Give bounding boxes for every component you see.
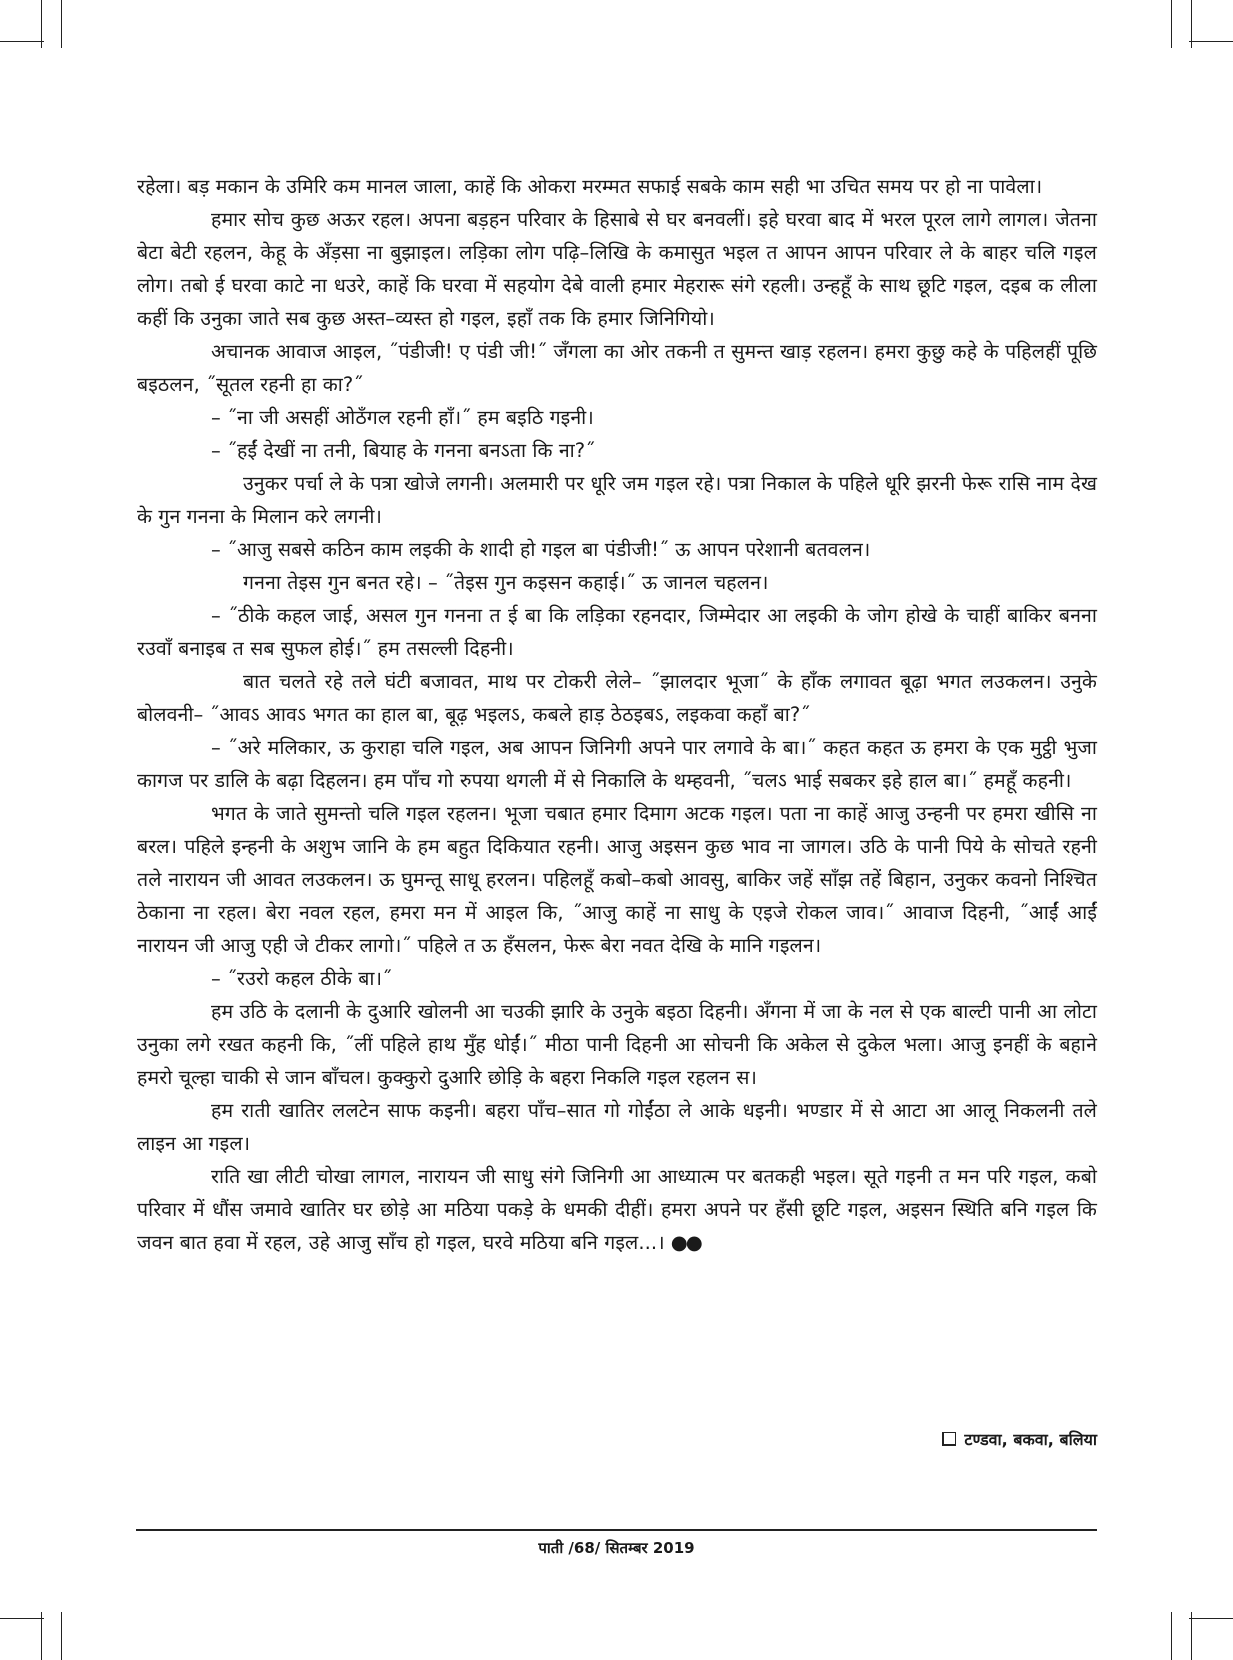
paragraph: हमार सोच कुछ अऊर रहल। अपना बड़हन परिवार के हिसाबे से घर बनवलीं। इहे घरवा बाद में भरल पूरल लागे लागल। जेतना बेटा बेटी रहलन, केहू के अँड़सा ना बुझाइल। लड़िका लोग पढ़ि–लिखि के कमासुत भइल त आपन आपन परिवार ले के बाहर चलि गइल लोग। तबो ई घरवा काटे ना धउरे, काहें कि घरवा में सहयोग देबे वाली हमार मेहरारू संगे रहली। उन्हहूँ के साथ छूटि गइल, दइब क लीला कहीं कि उनुका जाते सब कुछ अस्त–व्यस्त हो गइल, इहाँ तक कि हमार जिनिगियो। <box>137 208 1097 330</box>
dialog-line: – ˝अरे मलिकार, ऊ कुराहा चलि गइल, अब आपन जिनिगी अपने पार लगावे के बा।˝ कहत कहत ऊ हमरा के एक मुट्ठी भुजा कागज पर डालि के बढ़ा दिहलन। हम पाँच गो रुपया थगली में से निकालि के थम्हवनी, ˝चलऽ भाई सबकर इहे हाल बा।˝ हमहूँ कहनी। <box>137 736 1097 792</box>
crop-mark <box>1189 1618 1233 1619</box>
dialog-line: – ˝आजु सबसे कठिन काम लइकी के शादी हो गइल बा पंडीजी!˝ ऊ आपन परेशानी बतवलन। <box>211 538 871 561</box>
crop-mark <box>1191 1612 1192 1660</box>
square-bullet-icon <box>942 1432 956 1446</box>
author-location <box>942 1428 1097 1450</box>
paragraph: बात चलते रहे तले घंटी बजावत, माथ पर टोकरी लेले– ˝झालदार भूजा˝ के हाँक लगावत बूढ़ा भगत लउकलन। उनुके बोलवनी– ˝आवऽ आवऽ भगत का हाल बा, बूढ़ भइलऽ, कबले हाड़ ठेठइबऽ, लइकवा कहाँ बा?˝ <box>137 670 1097 726</box>
crop-mark <box>0 1618 44 1619</box>
author-location-text: टण्डवा, बकवा, बलिया <box>964 1430 1097 1449</box>
crop-mark <box>1171 1612 1172 1660</box>
paragraph: भगत के जाते सुमन्तो चलि गइल रहलन। भूजा चबात हमार दिमाग अटक गइल। पता ना काहें आजु उन्हनी पर हमरा खीसि ना बरल। पहिले इन्हनी के अशुभ जानि के हम बहुत दिकियात रहनी। आजु अइसन कुछ भाव ना जागल। उठि के पानी पिये के सोचते रहनी तले नारायन जी आवत लउकलन। ऊ घुमन्तू साधू हरलन। पहिलहूँ कबो–कबो आवसु, बाकिर जहें साँझ तहें बिहान, उनुकर कवनो निश्चित ठेकाना ना रहल। बेरा नवल रहल, हमरा मन में आइल कि, ˝आजु काहें ना साधु के एइजे रोकल जाव।˝ आवाज दिहनी, ˝आईं आईं नारायन जी आजु एही जे टीकर लागो।˝ पहिले त ऊ हँसलन, फेरू बेरा नवत देखि के मानि गइलन। <box>137 802 1098 957</box>
crop-mark <box>41 1612 42 1660</box>
dialog-line: – ˝हईं देखीं ना तनी, बियाह के गनना बनऽता कि ना?˝ <box>211 439 596 462</box>
dialog-line: – ˝ठीके कहल जाई, असल गुन गनना त ई बा कि लड़िका रहनदार, जिम्मेदार आ लइकी के जोग होखे के चाहीं बाकिर बनना रउवाँ बनाइब त सब सुफल होई।˝ हम तसल्ली दिहनी। <box>137 604 1097 660</box>
paragraph-text: राति खा लीटी चोखा लागल, नारायन जी साधु संगे जिनिगी आ आध्यात्म पर बतकही भइल। सूते गइनी त मन परि गइल, कबो परिवार में धौंस जमावे खातिर घर छोड़े आ मठिया पकड़े के धमकी दीहीं। हमरा अपने पर हँसी छूटि गइल, अइसन स्थिति बनि गइल कि जवन बात हवा में रहल, उहे आजु साँच हो गइल, घरवे मठिया बनि गइल...। <box>137 1165 1097 1254</box>
final-paragraph <box>137 1160 1097 1259</box>
footer-rule <box>136 1529 1097 1531</box>
page-footer: पाती /68/ सितम्बर 2019 <box>538 1539 695 1557</box>
paragraph: अचानक आवाज आइल, ˝पंडीजी! ए पंडी जी!˝ जँगला का ओर तकनी त सुमन्त खाड़ रहलन। हमरा कुछु कहे के पहिलहीं पूछि बइठलन, ˝सूतल रहनी हा का?˝ <box>137 340 1097 396</box>
crop-mark <box>61 1612 62 1660</box>
crop-mark <box>1189 41 1233 42</box>
crop-mark <box>1171 0 1172 48</box>
crop-mark <box>61 0 62 48</box>
article-body <box>137 170 1097 1259</box>
crop-mark <box>0 41 44 42</box>
paragraph: हम उठि के दलानी के दुआरि खोलनी आ चउकी झारि के उनुके बइठा दिहनी। अँगना में जा के नल से एक बाल्टी पानी आ लोटा उनुका लगे रखत कहनी कि, ˝लीं पहिले हाथ मुँह धोईं।˝ मीठा पानी दिहनी आ सोचनी कि अकेल से दुकेल भला। आजु इनहीं के बहाने हमरो चूल्हा चाकी से जान बाँचल। कुक्कुरो दुआरि छोड़ि के बहरा निकलि गइल रहलन स। <box>137 1000 1097 1089</box>
paragraph: उनुकर पर्चा ले के पत्रा खोजे लगनी। अलमारी पर धूरि जम गइल रहे। पत्रा निकाल के पहिले धूरि झरनी फेरू रासि नाम देख के गुन गनना के मिलान करे लगनी। <box>137 472 1097 528</box>
dialog-line: – ˝ना जी असहीं ओठँगल रहनी हाँ।˝ हम बइठि गइनी। <box>211 406 594 429</box>
paragraph: हम राती खातिर ललटेन साफ कइनी। बहरा पाँच–सात गो गोईंठा ले आके धइनी। भण्डार में से आटा आ आलू निकलनी तले लाइन आ गइल। <box>137 1099 1097 1155</box>
dialog-line: – ˝रउरो कहल ठीके बा।˝ <box>211 967 392 990</box>
end-mark: ●● <box>670 1231 701 1254</box>
paragraph: रहेला। बड़ मकान के उमिरि कम मानल जाला, काहें कि ओकरा मरम्मत सफाई सबके काम सही भा उचित समय पर हो ना पावेला। <box>137 175 1043 198</box>
paragraph: गनना तेइस गुन बनत रहे। – ˝तेइस गुन कइसन कहाई।˝ ऊ जानल चहलन। <box>243 571 769 594</box>
